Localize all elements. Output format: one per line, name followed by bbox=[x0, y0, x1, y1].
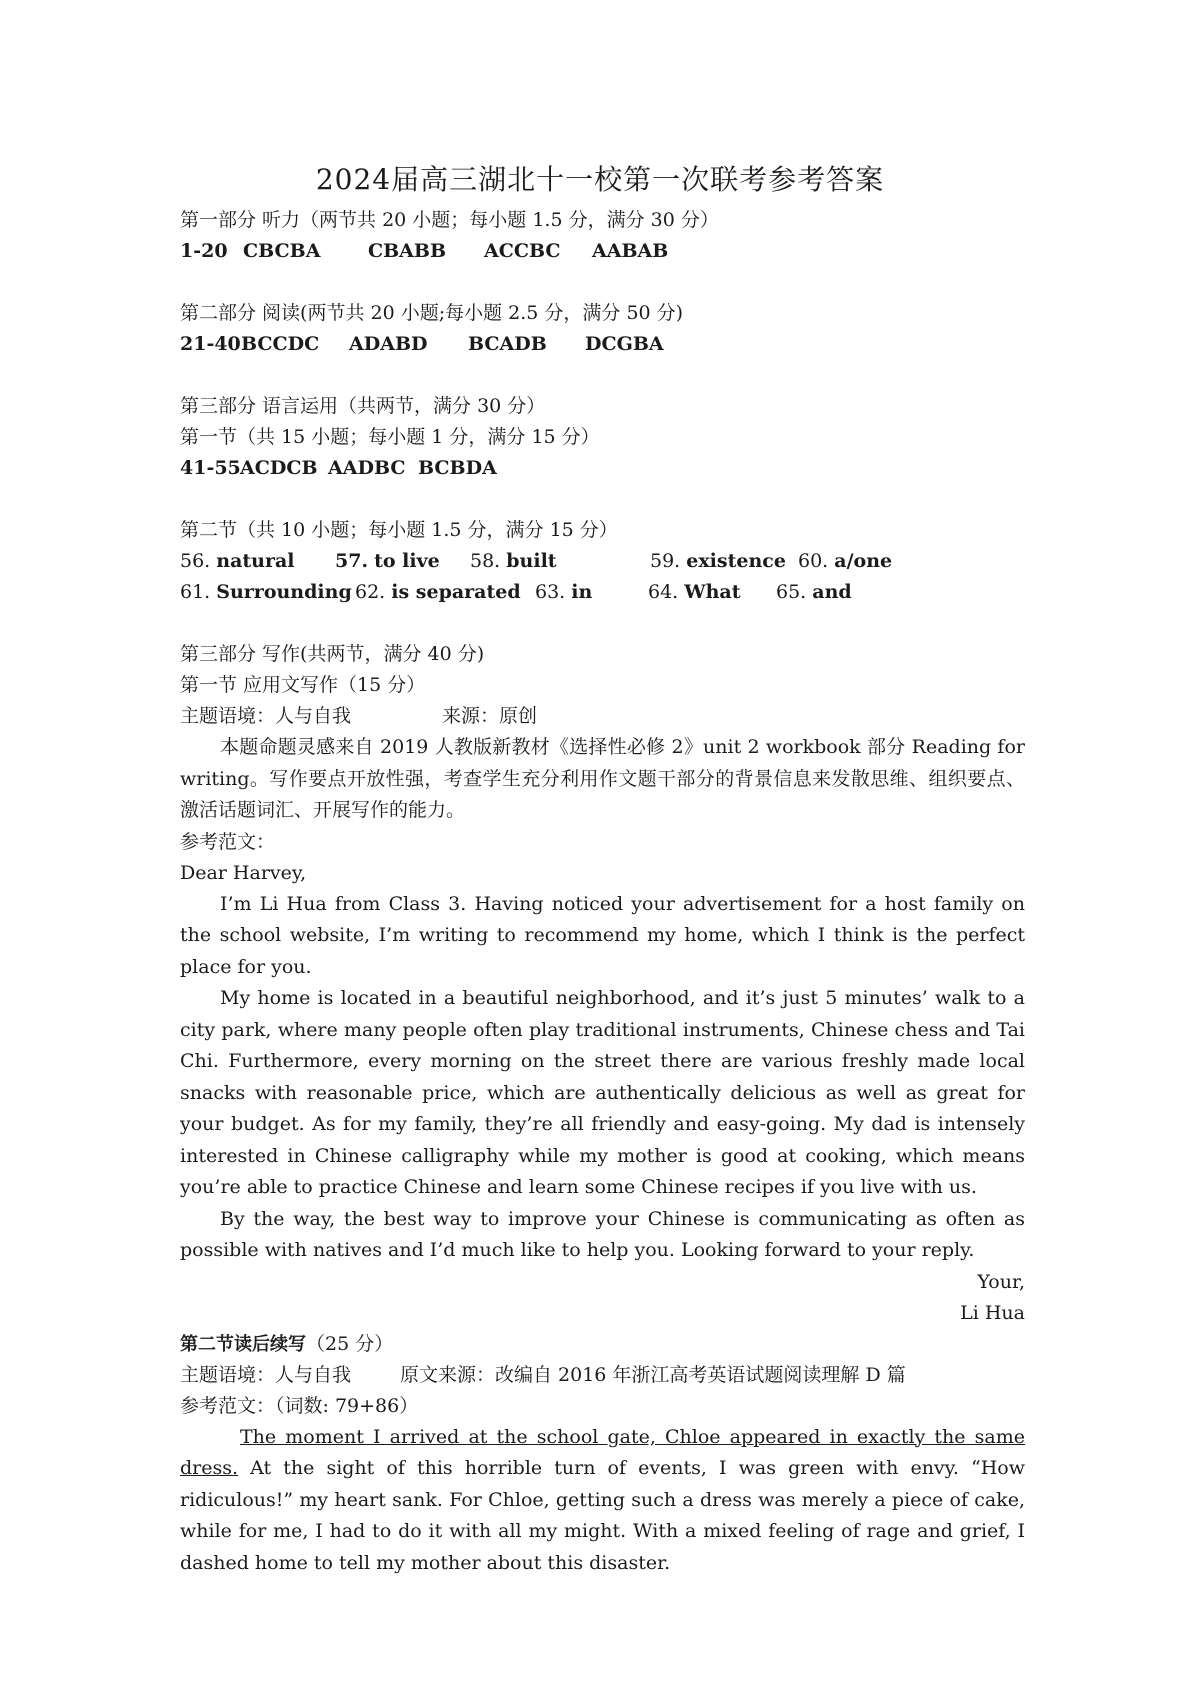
item-answer: is separated bbox=[391, 581, 521, 603]
letter-closing: Your, bbox=[977, 1270, 1025, 1293]
writing-heading: 第三部分 写作(共两节，满分 40 分) bbox=[180, 643, 485, 665]
writing-section1-heading: 第一节 应用文写作（15 分） bbox=[180, 674, 426, 696]
answer-group: BCCDC bbox=[241, 333, 320, 355]
writing-section2-theme-row bbox=[180, 1360, 1025, 1391]
item-answer: natural bbox=[216, 550, 295, 572]
item-answer: Surrounding bbox=[216, 581, 352, 603]
language-section1-heading: 第一节（共 15 小题；每小题 1 分，满分 15 分） bbox=[180, 426, 600, 448]
reading-answers bbox=[180, 329, 1025, 360]
letter-paragraph-2: My home is located in a beautiful neighborhood, and it’s just 5 minutes’ walk to a city park, where many people often play traditional instruments, Chinese chess and Tai Chi. Furthermore, every morning on the street there are various freshly made local snacks with reasonable price, which are authentically delicious as well as great for your budget. As for my family, they’re all friendly and easy-going. My dad is intensely interested in Chinese calligraphy while my mother is good at cooking, which means you’re able to practice Chinese and learn some Chinese recipes if you live with us. bbox=[180, 987, 1025, 1198]
answer-group: ADABD bbox=[349, 333, 428, 355]
item-number: 65. bbox=[776, 581, 807, 603]
item-answer: in bbox=[571, 581, 593, 603]
sample-label: 参考范文：（词数: 79+86） bbox=[180, 1394, 419, 1417]
letter-paragraph-1: I’m Li Hua from Class 3. Having noticed your advertisement for a host family on the school website, I’m writing to recommend my home, which I think is the perfect place for you. bbox=[180, 892, 1025, 978]
listening-heading: 第一部分 听力（两节共 20 小题；每小题 1.5 分，满分 30 分） bbox=[180, 209, 719, 231]
answer-group: DCGBA bbox=[585, 333, 664, 355]
writing-section2-score: （25 分） bbox=[306, 1332, 394, 1355]
source-label: 原文来源：改编自 2016 年浙江高考英语试题阅读理解 D 篇 bbox=[400, 1363, 906, 1386]
listening-answers bbox=[180, 236, 1025, 267]
theme-label: 主题语境：人与自我 bbox=[180, 705, 352, 727]
item-number: 64. bbox=[648, 581, 679, 603]
answer-group: ACCBC bbox=[484, 240, 561, 262]
writing-section1-intro: 本题命题灵感来自 2019 人教版新教材《选择性必修 2》unit 2 workbook 部分 Reading for writing。写作要点开放性强，考查学生充分利用作文题干部分的背景信息来发散思维、组织要点、激活话题词汇、开展写作的能力。 bbox=[180, 736, 1025, 821]
item-number: 56. bbox=[180, 550, 211, 572]
answer-group: BCADB bbox=[468, 333, 547, 355]
item-number: 62. bbox=[355, 581, 386, 603]
reading-heading: 第二部分 阅读(两节共 20 小题;每小题 2.5 分，满分 50 分) bbox=[180, 302, 684, 324]
answer-group: ACDCB bbox=[240, 457, 318, 479]
answer-group: AADBC bbox=[328, 457, 406, 479]
item-answer: What bbox=[684, 581, 741, 603]
writing-section2-heading-row bbox=[180, 1329, 1025, 1360]
answer-group: CBABB bbox=[368, 240, 447, 262]
page-title: 2024届高三湖北十一校第一次联考参考答案 bbox=[315, 163, 885, 196]
item-number: 59. bbox=[650, 550, 681, 572]
item-number: 57. bbox=[335, 550, 369, 572]
language-section1-answers bbox=[180, 453, 1025, 484]
language-section2-heading: 第二节（共 10 小题；每小题 1.5 分，满分 15 分） bbox=[180, 519, 618, 541]
language-heading: 第三部分 语言运用（共两节，满分 30 分） bbox=[180, 395, 546, 417]
listening-range: 1-20 bbox=[180, 240, 228, 262]
continuation-paragraph bbox=[180, 1422, 1025, 1580]
answer-group: BCBDA bbox=[418, 457, 497, 479]
writing-section2-heading: 第二节读后续写 bbox=[180, 1333, 306, 1355]
item-answer: and bbox=[812, 581, 852, 603]
item-number: 63. bbox=[535, 581, 566, 603]
item-number: 60. bbox=[798, 550, 829, 572]
letter-greeting: Dear Harvey, bbox=[180, 861, 307, 884]
writing-section1-theme-row bbox=[180, 701, 1025, 732]
item-number: 58. bbox=[470, 550, 501, 572]
language-range: 41-55 bbox=[180, 457, 241, 479]
answer-content bbox=[180, 205, 1025, 1579]
item-answer: a/one bbox=[834, 550, 893, 572]
cloze-answers-row-1 bbox=[180, 546, 1025, 577]
reading-range: 21-40 bbox=[180, 333, 241, 355]
answer-group: AABAB bbox=[592, 240, 669, 262]
item-answer: to live bbox=[374, 550, 440, 572]
item-answer: existence bbox=[686, 550, 786, 572]
continuation-body: At the sight of this horrible turn of events, I was green with envy. “How ridiculous!” my heart sank. For Chloe, getting such a dress was merely a piece of cake, while for me, I had to do it with all my might. With a mixed feeling of rage and grief, I dashed home to tell my mother about this disaster. bbox=[180, 1457, 1025, 1574]
item-number: 61. bbox=[180, 581, 211, 603]
sample-label: 参考范文： bbox=[180, 830, 276, 853]
continuation-opening-sentence: The moment I arrived at the school gate, Chloe appeared in exactly the same dress. bbox=[180, 1425, 1025, 1479]
theme-label: 主题语境：人与自我 bbox=[180, 1363, 352, 1386]
letter-signature: Li Hua bbox=[960, 1301, 1025, 1324]
source-label: 来源：原创 bbox=[442, 705, 538, 727]
cloze-answers-row-2 bbox=[180, 577, 1025, 608]
item-answer: built bbox=[506, 550, 557, 572]
letter-paragraph-3: By the way, the best way to improve your Chinese is communicating as often as possible with natives and I’d much like to help you. Looking forward to your reply. bbox=[180, 1207, 1025, 1261]
answer-group: CBCBA bbox=[243, 240, 321, 262]
